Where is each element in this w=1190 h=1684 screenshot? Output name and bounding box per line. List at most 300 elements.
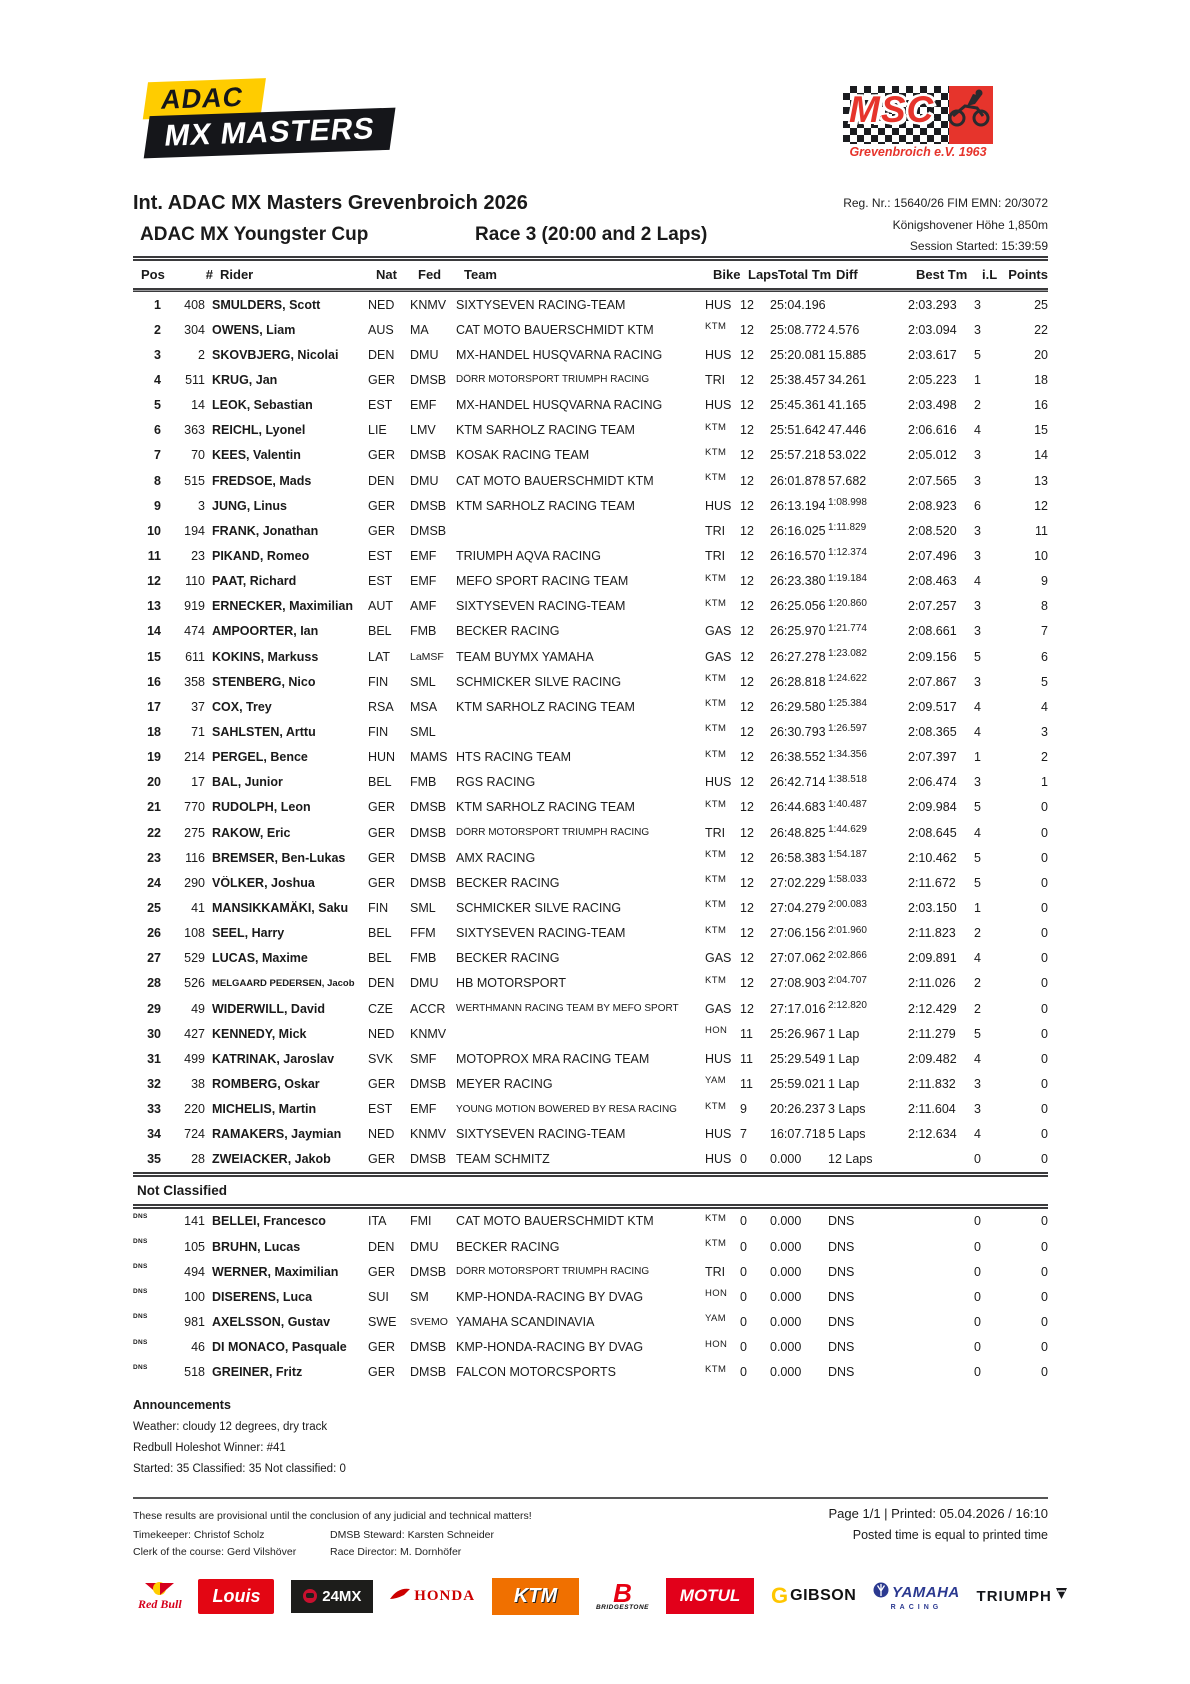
- position-cell: 28: [147, 976, 161, 991]
- bike-cell: KTM: [705, 698, 727, 710]
- rider-name-cell: SAHLSTEN, Arttu: [212, 724, 316, 739]
- team-cell: HB MOTORSPORT: [456, 976, 566, 991]
- nationality-cell: GER: [368, 800, 396, 815]
- best-time-cell: 2:05.012: [908, 448, 957, 463]
- rider-name-cell: RUDOLPH, Leon: [212, 800, 311, 815]
- rider-name-cell: SMULDERS, Scott: [212, 297, 321, 312]
- best-time-cell: 2:08.661: [908, 624, 957, 639]
- rider-name-cell: JUNG, Linus: [212, 498, 288, 513]
- laps-cell: 12: [740, 599, 754, 614]
- best-time-cell: 2:09.517: [908, 699, 957, 714]
- rider-name-cell: MANSIKKAMÄKI, Saku: [212, 900, 349, 915]
- total-time-cell: 25:45.361: [770, 398, 826, 413]
- bike-cell: KTM: [705, 924, 727, 936]
- rider-name-cell: PERGEL, Bence: [212, 750, 308, 765]
- federation-cell: DMSB: [410, 875, 447, 890]
- position-cell: DNS: [133, 1338, 148, 1346]
- rider-number-cell: 46: [191, 1340, 205, 1355]
- sponsor-triumph-logo: [977, 1587, 1068, 1605]
- best-lap-number-cell: 0: [974, 1264, 981, 1279]
- rider-name-cell: WERNER, Maximilian: [212, 1264, 339, 1279]
- points-cell: 7: [1041, 624, 1048, 639]
- points-cell: 11: [1035, 523, 1048, 538]
- nationality-cell: EST: [368, 1102, 393, 1117]
- total-time-cell: 27:04.279: [770, 900, 826, 915]
- footer-officials: [133, 1510, 532, 1563]
- best-lap-number-cell: 3: [974, 599, 981, 614]
- bike-cell: TRI: [705, 825, 726, 840]
- bike-cell: GAS: [705, 649, 732, 664]
- results-row: [133, 342, 1048, 367]
- rider-number-cell: 304: [184, 322, 205, 337]
- rider-number-cell: 23: [191, 548, 205, 563]
- points-cell: 16: [1034, 398, 1048, 413]
- team-cell: KTM SARHOLZ RACING TEAM: [456, 699, 635, 714]
- footer-divider: [133, 1497, 1048, 1499]
- rider-number-cell: 770: [184, 800, 205, 815]
- results-row: [133, 1071, 1048, 1096]
- results-row: [133, 946, 1048, 971]
- laps-cell: 12: [740, 398, 754, 413]
- federation-cell: SM: [410, 1289, 429, 1304]
- diff-cell: 2:12.820: [828, 999, 867, 1011]
- team-cell: SIXTYSEVEN RACING-TEAM: [456, 1127, 626, 1142]
- diff-cell: DNS: [828, 1315, 855, 1330]
- rider-number-cell: 474: [184, 624, 205, 639]
- not-classified-rows: [133, 1209, 1048, 1385]
- best-lap-number-cell: 2: [974, 976, 981, 991]
- points-cell: 0: [1041, 951, 1048, 966]
- position-cell: 15: [147, 649, 161, 664]
- page-info: Page 1/1 | Printed: 05.04.2026 / 16:10: [828, 1506, 1048, 1521]
- rider-name-cell: PAAT, Richard: [212, 574, 297, 589]
- rider-name-cell: COX, Trey: [212, 699, 272, 714]
- position-cell: 17: [147, 699, 161, 714]
- best-lap-number-cell: 4: [974, 825, 981, 840]
- best-lap-number-cell: 0: [974, 1214, 981, 1229]
- rider-number-cell: 105: [184, 1239, 205, 1254]
- best-lap-number-cell: 0: [974, 1340, 981, 1355]
- bike-cell: HON: [705, 1288, 728, 1300]
- bike-cell: KTM: [705, 421, 727, 433]
- points-cell: 22: [1034, 322, 1048, 337]
- best-lap-number-cell: 5: [974, 347, 981, 362]
- rider-number-cell: 194: [184, 523, 205, 538]
- nationality-cell: LIE: [368, 423, 387, 438]
- total-time-cell: 25:51.642: [770, 423, 826, 438]
- points-cell: 15: [1034, 423, 1048, 438]
- points-cell: 25: [1034, 297, 1048, 312]
- team-cell: MX-HANDEL HUSQVARNA RACING: [456, 398, 663, 413]
- results-row: [133, 1046, 1048, 1071]
- diff-cell: 53.022: [828, 448, 867, 463]
- diff-cell: DNS: [828, 1214, 855, 1229]
- diff-cell: 2:00.083: [828, 899, 867, 911]
- team-cell: KTM SARHOLZ RACING TEAM: [456, 498, 635, 513]
- nationality-cell: GER: [368, 448, 396, 463]
- points-cell: 10: [1034, 548, 1048, 563]
- points-cell: 0: [1041, 1340, 1048, 1355]
- laps-cell: 0: [740, 1315, 747, 1330]
- position-cell: DNS: [133, 1238, 148, 1246]
- rider-number-cell: 3: [198, 498, 205, 513]
- rider-number-cell: 529: [184, 951, 205, 966]
- diff-cell: 1 Lap: [828, 1051, 860, 1066]
- position-cell: 20: [147, 775, 161, 790]
- position-cell: 25: [147, 900, 161, 915]
- honda-wordmark: HONDA: [414, 1587, 476, 1604]
- bike-cell: KTM: [705, 321, 727, 333]
- column-header-team: Team: [464, 267, 497, 282]
- results-row: [133, 971, 1048, 996]
- rider-number-cell: 70: [191, 448, 205, 463]
- column-header-rider: Rider: [220, 267, 254, 282]
- points-cell: 13: [1034, 473, 1048, 488]
- bike-cell: GAS: [705, 1001, 732, 1016]
- team-cell: WERTHMANN RACING TEAM BY MEFO SPORT: [456, 1003, 679, 1014]
- points-cell: 0: [1041, 1289, 1048, 1304]
- results-row: [133, 1335, 1048, 1360]
- nationality-cell: GER: [368, 523, 396, 538]
- rider-number-cell: 290: [184, 875, 205, 890]
- laps-cell: 9: [740, 1102, 747, 1117]
- page-title: Int. ADAC MX Masters Grevenbroich 2026: [133, 192, 528, 214]
- position-cell: 33: [147, 1102, 161, 1117]
- laps-cell: 12: [740, 473, 754, 488]
- rider-name-cell: WIDERWILL, David: [212, 1001, 325, 1016]
- federation-cell: FMB: [410, 775, 437, 790]
- points-cell: 6: [1041, 649, 1048, 664]
- total-time-cell: 26:23.380: [770, 574, 826, 589]
- federation-cell: DMSB: [410, 825, 447, 840]
- sponsor-motul-logo: MOTUL: [666, 1578, 754, 1614]
- sponsor-bridgestone-logo: [596, 1582, 649, 1611]
- diff-cell: 34.261: [828, 372, 867, 387]
- points-cell: 0: [1041, 1365, 1048, 1380]
- best-time-cell: 2:09.891: [908, 951, 957, 966]
- rider-name-cell: ROMBERG, Oskar: [212, 1076, 320, 1091]
- points-cell: 0: [1041, 1239, 1048, 1254]
- laps-cell: 11: [740, 1026, 753, 1041]
- position-cell: 14: [147, 624, 161, 639]
- rider-name-cell: MELGAARD PEDERSEN, Jacob: [212, 977, 355, 989]
- bike-cell: KTM: [705, 849, 727, 861]
- best-time-cell: 2:09.156: [908, 649, 957, 664]
- federation-cell: KNMV: [410, 297, 447, 312]
- team-cell: AMX RACING: [456, 850, 536, 865]
- bike-cell: TRI: [705, 548, 726, 563]
- diff-cell: DNS: [828, 1289, 855, 1304]
- points-cell: 0: [1041, 1102, 1048, 1117]
- results-row: [133, 418, 1048, 443]
- nationality-cell: DEN: [368, 347, 395, 362]
- position-cell: 8: [154, 473, 161, 488]
- total-time-cell: 16:07.718: [770, 1127, 826, 1142]
- nationality-cell: EST: [368, 398, 393, 413]
- rider-number-cell: 214: [184, 750, 205, 765]
- points-cell: 8: [1041, 599, 1048, 614]
- diff-cell: DNS: [828, 1239, 855, 1254]
- nationality-cell: AUS: [368, 322, 394, 337]
- diff-cell: 1:12.374: [828, 547, 867, 559]
- column-header-total: Total Tm: [778, 267, 832, 282]
- results-row: [133, 292, 1048, 317]
- classified-rows: [133, 292, 1048, 1172]
- nationality-cell: HUN: [368, 750, 396, 765]
- team-cell: CAT MOTO BAUERSCHMIDT KTM: [456, 1214, 654, 1229]
- rider-name-cell: ERNECKER, Maximilian: [212, 599, 354, 614]
- team-cell: KTM SARHOLZ RACING TEAM: [456, 800, 635, 815]
- rider-number-cell: 14: [191, 398, 205, 413]
- rider-number-cell: 116: [185, 850, 205, 865]
- best-lap-number-cell: 1: [974, 900, 981, 915]
- total-time-cell: 26:42.714: [770, 775, 826, 790]
- rider-number-cell: 981: [184, 1315, 205, 1330]
- laps-cell: 12: [740, 900, 754, 915]
- position-cell: 3: [154, 347, 161, 362]
- points-cell: 0: [1041, 825, 1048, 840]
- rider-name-cell: DISERENS, Luca: [212, 1289, 313, 1304]
- diff-cell: 1:25.384: [828, 698, 867, 710]
- federation-cell: FMB: [410, 951, 437, 966]
- total-time-cell: 26:13.194: [770, 498, 826, 513]
- rider-number-cell: 358: [184, 674, 205, 689]
- points-cell: 0: [1041, 1214, 1048, 1229]
- points-cell: 9: [1041, 574, 1048, 589]
- best-time-cell: 2:03.150: [908, 900, 957, 915]
- rider-number-cell: 37: [191, 699, 205, 714]
- total-time-cell: 27:06.156: [770, 926, 826, 941]
- nationality-cell: NED: [368, 1026, 395, 1041]
- position-cell: 34: [147, 1127, 161, 1142]
- rider-number-cell: 611: [185, 649, 205, 664]
- team-cell: CAT MOTO BAUERSCHMIDT KTM: [456, 473, 654, 488]
- laps-cell: 12: [740, 775, 754, 790]
- team-cell: MOTOPROX MRA RACING TEAM: [456, 1051, 650, 1066]
- best-lap-number-cell: 0: [974, 1315, 981, 1330]
- steward-credit: DMSB Steward: Karsten Schneider: [330, 1529, 494, 1541]
- announcement-line: Started: 35 Classified: 35 Not classified: 0: [133, 1463, 346, 1475]
- results-row: [133, 694, 1048, 719]
- rider-name-cell: ZWEIACKER, Jakob: [212, 1152, 331, 1167]
- federation-cell: DMSB: [410, 372, 447, 387]
- results-row: [133, 996, 1048, 1021]
- nationality-cell: SWE: [368, 1315, 397, 1330]
- announcements-title: Announcements: [133, 1398, 231, 1412]
- best-lap-number-cell: 2: [974, 1001, 981, 1016]
- results-row: [133, 518, 1048, 543]
- nationality-cell: GER: [368, 875, 396, 890]
- federation-cell: LaMSF: [410, 650, 444, 663]
- position-cell: 30: [147, 1026, 161, 1041]
- sponsor-gibson-logo: [771, 1583, 856, 1609]
- federation-cell: FMI: [410, 1214, 432, 1229]
- points-cell: 2: [1041, 750, 1048, 765]
- laps-cell: 12: [740, 926, 754, 941]
- sponsor-redbull-logo: [138, 1581, 182, 1612]
- total-time-cell: 26:30.793: [770, 724, 826, 739]
- rider-name-cell: SEEL, Harry: [212, 926, 285, 941]
- team-cell: YOUNG MOTION BOWERED BY RESA RACING: [456, 1103, 677, 1115]
- points-cell: 0: [1041, 1026, 1048, 1041]
- best-time-cell: 2:09.984: [908, 800, 957, 815]
- team-cell: SIXTYSEVEN RACING-TEAM: [456, 297, 626, 312]
- federation-cell: DMU: [410, 473, 439, 488]
- laps-cell: 0: [740, 1239, 747, 1254]
- results-row: [133, 317, 1048, 342]
- total-time-cell: 26:16.025: [770, 523, 826, 538]
- nationality-cell: AUT: [368, 599, 393, 614]
- team-cell: DÖRR MOTORSPORT TRIUMPH RACING: [456, 1266, 650, 1278]
- rider-number-cell: 2: [198, 347, 205, 362]
- diff-cell: 1:20.860: [828, 597, 867, 609]
- federation-cell: MAMS: [410, 750, 448, 765]
- column-header-laps: Laps: [748, 267, 779, 282]
- nationality-cell: DEN: [368, 473, 395, 488]
- best-lap-number-cell: 2: [974, 398, 981, 413]
- best-lap-number-cell: 3: [974, 624, 981, 639]
- triumph-flag-icon: [1055, 1587, 1068, 1605]
- best-time-cell: 2:08.365: [908, 724, 957, 739]
- federation-cell: DMSB: [410, 800, 447, 815]
- results-row: [133, 443, 1048, 468]
- bike-cell: HUS: [705, 347, 732, 362]
- adac-mx-masters-logo: [145, 74, 394, 159]
- rider-number-cell: 515: [184, 473, 205, 488]
- best-time-cell: 2:08.923: [908, 498, 957, 513]
- laps-cell: 12: [740, 574, 754, 589]
- federation-cell: SVEMO: [410, 1316, 448, 1329]
- best-time-cell: 2:06.616: [908, 423, 957, 438]
- position-cell: 7: [154, 448, 161, 463]
- best-lap-number-cell: 4: [974, 1051, 981, 1066]
- diff-cell: 2:02.866: [828, 949, 867, 961]
- federation-cell: LMV: [410, 423, 436, 438]
- team-cell: CAT MOTO BAUERSCHMIDT KTM: [456, 322, 654, 337]
- team-cell: KMP-HONDA-RACING BY DVAG: [456, 1289, 644, 1304]
- total-time-cell: 0.000: [770, 1239, 802, 1254]
- rider-number-cell: 408: [184, 297, 205, 312]
- best-lap-number-cell: 0: [974, 1239, 981, 1254]
- nationality-cell: GER: [368, 1340, 396, 1355]
- results-row: [133, 367, 1048, 392]
- laps-cell: 12: [740, 649, 754, 664]
- rider-name-cell: RAMAKERS, Jaymian: [212, 1127, 342, 1142]
- total-time-cell: 0.000: [770, 1214, 802, 1229]
- bike-cell: KTM: [705, 446, 727, 458]
- rider-number-cell: 724: [184, 1127, 205, 1142]
- announcement-line: Redbull Holeshot Winner: #41: [133, 1442, 286, 1454]
- points-cell: 1: [1041, 775, 1048, 790]
- laps-cell: 7: [740, 1127, 747, 1142]
- rider-number-cell: 220: [184, 1102, 205, 1117]
- yamaha-tuning-fork-icon: [873, 1582, 889, 1603]
- best-time-cell: 2:03.617: [908, 347, 957, 362]
- total-time-cell: 27:02.229: [770, 875, 826, 890]
- position-cell: 26: [147, 926, 161, 941]
- laps-cell: 11: [740, 1076, 753, 1091]
- best-time-cell: 2:03.498: [908, 398, 957, 413]
- nationality-cell: EST: [368, 574, 393, 589]
- rider-number-cell: 919: [184, 599, 205, 614]
- total-time-cell: 25:38.457: [770, 372, 826, 387]
- total-time-cell: 26:25.056: [770, 599, 826, 614]
- best-lap-number-cell: 4: [974, 1127, 981, 1142]
- team-cell: SCHMICKER SILVE RACING: [456, 900, 622, 915]
- best-time-cell: 2:06.474: [908, 775, 957, 790]
- team-cell: TEAM SCHMITZ: [456, 1152, 550, 1167]
- bike-cell: KTM: [705, 1238, 727, 1250]
- bike-cell: HUS: [705, 498, 732, 513]
- laps-cell: 12: [740, 951, 754, 966]
- rider-name-cell: BRUHN, Lucas: [212, 1239, 301, 1254]
- laps-cell: 12: [740, 674, 754, 689]
- results-row: [133, 594, 1048, 619]
- federation-cell: ACCR: [410, 1001, 446, 1016]
- yamaha-wordmark: YAMAHA: [892, 1583, 960, 1601]
- column-header-fed: Fed: [418, 267, 442, 282]
- yamaha-racing-label: RACING: [890, 1603, 943, 1611]
- position-cell: 10: [147, 523, 161, 538]
- federation-cell: EMF: [410, 574, 437, 589]
- points-cell: 0: [1041, 1315, 1048, 1330]
- total-time-cell: 26:29.580: [770, 699, 826, 714]
- best-lap-number-cell: 3: [974, 1102, 981, 1117]
- bike-cell: KTM: [705, 974, 727, 986]
- nationality-cell: GER: [368, 1152, 396, 1167]
- bike-cell: TRI: [705, 523, 726, 538]
- best-time-cell: 2:11.604: [908, 1102, 956, 1117]
- federation-cell: DMSB: [410, 1340, 447, 1355]
- nationality-cell: BEL: [368, 926, 392, 941]
- posted-time-note: Posted time is equal to printed time: [852, 1528, 1048, 1542]
- diff-cell: DNS: [828, 1365, 855, 1380]
- position-cell: 9: [154, 498, 161, 513]
- position-cell: 11: [147, 548, 161, 563]
- points-cell: 12: [1034, 498, 1048, 513]
- results-row: [133, 1147, 1048, 1172]
- rider-number-cell: 511: [185, 372, 205, 387]
- results-row: [133, 644, 1048, 669]
- laps-cell: 0: [740, 1289, 747, 1304]
- table-header-row: [133, 261, 1048, 288]
- team-cell: BECKER RACING: [456, 951, 560, 966]
- laps-cell: 0: [740, 1365, 747, 1380]
- position-cell: 13: [147, 599, 161, 614]
- laps-cell: 11: [740, 1051, 753, 1066]
- federation-cell: MA: [410, 322, 429, 337]
- points-cell: 0: [1041, 800, 1048, 815]
- rider-name-cell: STENBERG, Nico: [212, 674, 316, 689]
- laps-cell: 12: [740, 850, 754, 865]
- bridgestone-b-icon: [613, 1582, 632, 1604]
- rider-number-cell: 17: [191, 775, 205, 790]
- bike-cell: HUS: [705, 1152, 732, 1167]
- laps-cell: 12: [740, 825, 754, 840]
- best-lap-number-cell: 3: [974, 1076, 981, 1091]
- results-row: [133, 820, 1048, 845]
- points-cell: 0: [1041, 1051, 1048, 1066]
- msc-wordmark: MSC: [849, 89, 935, 130]
- diff-cell: 57.682: [828, 473, 867, 488]
- rider-number-cell: 49: [191, 1001, 205, 1016]
- results-table: [133, 256, 1048, 1385]
- team-cell: YAMAHA SCANDINAVIA: [456, 1315, 595, 1330]
- rider-name-cell: KATRINAK, Jaroslav: [212, 1051, 335, 1066]
- best-lap-number-cell: 4: [974, 699, 981, 714]
- total-time-cell: 0.000: [770, 1264, 802, 1279]
- rider-number-cell: 275: [184, 825, 205, 840]
